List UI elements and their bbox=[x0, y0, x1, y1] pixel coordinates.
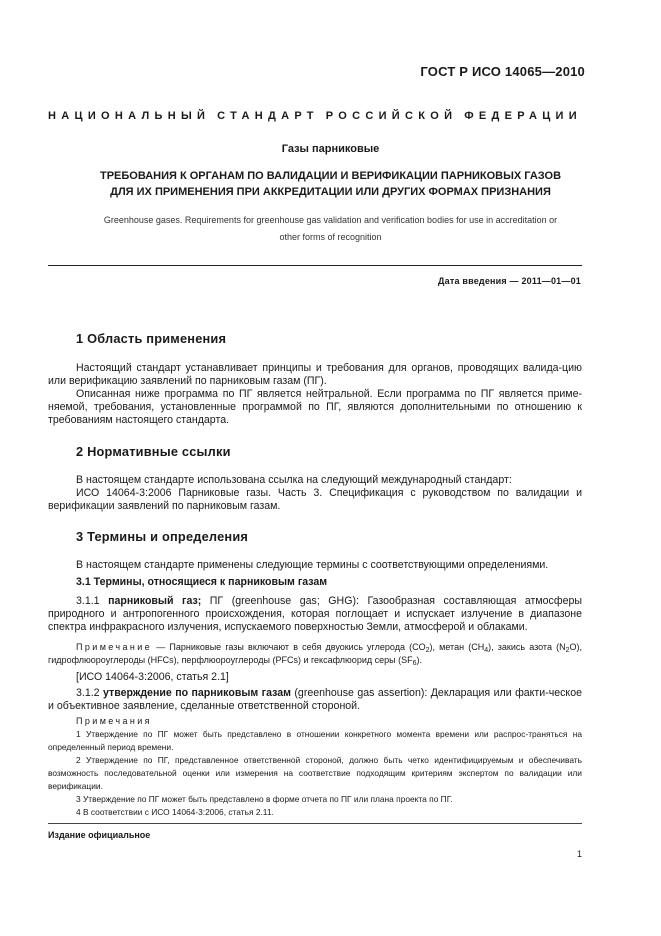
section-3-body bbox=[48, 559, 582, 634]
term-name: парниковый газ; bbox=[108, 595, 202, 607]
section-2-heading-wrap bbox=[76, 444, 231, 459]
note-label: Примечание bbox=[76, 642, 153, 652]
note-text: ), метан (CH bbox=[429, 642, 485, 652]
subsection-heading: 3.1 Термины, относящиеся к парниковым газам bbox=[76, 576, 328, 588]
national-standard-banner bbox=[48, 110, 582, 122]
section-heading: 2 Нормативные ссылки bbox=[76, 444, 231, 459]
title-line: ДЛЯ ИХ ПРИМЕНЕНИЯ ПРИ АККРЕДИТАЦИИ ИЛИ ДРУГИХ ФОРМАХ ПРИЗНАНИЯ bbox=[110, 186, 551, 198]
section-heading: 1 Область применения bbox=[76, 331, 227, 346]
english-title-line: Greenhouse gases. Requirements for greenhouse gas validation and verification bodies for use in accreditation or bbox=[103, 215, 558, 225]
paragraph: Настоящий стандарт устанавливает принципы и требования для органов, проводящих валида-цию или верификацию заявлений по парниковым газам (ПГ). bbox=[48, 362, 582, 387]
section-2-body bbox=[48, 474, 582, 513]
paragraph: В настоящем стандарте использована ссылка на следующий международный стандарт: bbox=[76, 474, 512, 486]
note-item: 4 В соответствии с ИСО 14064-3:2006, статья 2.11. bbox=[76, 807, 274, 817]
document-subject: Газы парниковые bbox=[281, 143, 380, 155]
page-number: 1 bbox=[576, 849, 582, 859]
note-text: O), гидрофлюороуглероды (HFCs), перфлюороуглероды (PFCs) и гексафлюорид серы (SF bbox=[48, 642, 583, 665]
subscript: 2 bbox=[565, 647, 570, 654]
english-title bbox=[48, 212, 613, 246]
note-text: ), закись азота (N bbox=[488, 642, 566, 652]
subscript: 4 bbox=[484, 647, 489, 654]
term-2-notes bbox=[48, 715, 582, 819]
subscript: 2 bbox=[425, 647, 430, 654]
header-divider bbox=[48, 265, 582, 266]
note-item: 1 Утверждение по ПГ может быть представлено в отношении конкретного момента времени или распрос-траняться на определенный период времени. bbox=[48, 729, 582, 752]
term-note bbox=[48, 641, 582, 667]
note-item: 3 Утверждение по ПГ может быть представлено в форме отчета по ПГ или плана проекта по ПГ. bbox=[76, 794, 453, 804]
section-3-heading-wrap bbox=[76, 529, 248, 544]
note-item: 2 Утверждение по ПГ, представленное ответственной стороной, должно быть четко идентифицируемым и обеспечивать возможность последовательной оценки или измерения на соответствие подходящим критериям экспертом по валидации или верификации. bbox=[48, 755, 582, 791]
banner-word: РОССИЙСКОЙ bbox=[325, 110, 458, 122]
banner-word: ФЕДЕРАЦИИ bbox=[464, 110, 582, 122]
introduction-date: Дата введения — 2011—01—01 bbox=[438, 276, 581, 286]
notes-label: Примечания bbox=[76, 716, 152, 726]
reference: [ИСО 14064-3:2006, статья 2.1] bbox=[76, 671, 229, 683]
title-line: ТРЕБОВАНИЯ К ОРГАНАМ ПО ВАЛИДАЦИИ И ВЕРИФИКАЦИИ ПАРНИКОВЫХ ГАЗОВ bbox=[99, 170, 562, 182]
document-title bbox=[48, 168, 613, 200]
edition-label: Издание официальное bbox=[48, 830, 151, 840]
term-definition bbox=[48, 687, 582, 713]
paragraph: ИСО 14064-3:2006 Парниковые газы. Часть 3. Спецификация с руководством по валидации и верификации заявлений по парниковым газам. bbox=[48, 487, 582, 512]
subscript: 6 bbox=[412, 660, 417, 667]
standard-code: ГОСТ Р ИСО 14065—2010 bbox=[420, 64, 585, 79]
term-number: 3.1.2 bbox=[76, 687, 100, 699]
term-definition bbox=[48, 595, 582, 634]
term-text: ПГ (greenhouse gas; GHG): Газообразная составляющая атмосферы природного и антропогенного происхождения, которая поглощает и испускает излучение в диапазоне спектра инфракрасного излучения, испускаемого поверхностью Земли, атмосферой и облаками. bbox=[48, 595, 582, 633]
paragraph: В настоящем стандарте применены следующие термины с соответствующими определениями. bbox=[76, 559, 549, 571]
footer-divider bbox=[48, 823, 582, 824]
english-title-line: other forms of recognition bbox=[279, 232, 382, 242]
term-text: (greenhouse gas assertion): Декларация или факти-ческое и объективное заявление, сделанные ответственной стороной. bbox=[48, 687, 582, 712]
note-text: ). bbox=[416, 655, 422, 665]
section-heading: 3 Термины и определения bbox=[76, 529, 249, 544]
section-1-heading-wrap bbox=[76, 331, 226, 346]
term-2-block bbox=[48, 671, 582, 713]
note-text: — Парниковые газы включают в себя двуокись углерода (CO bbox=[152, 642, 426, 652]
term-number: 3.1.1 bbox=[76, 595, 100, 607]
section-1-body bbox=[48, 362, 582, 427]
banner-word: НАЦИОНАЛЬНЫЙ bbox=[48, 110, 211, 122]
term-name: утверждение по парниковым газам bbox=[103, 687, 291, 699]
banner-word: СТАНДАРТ bbox=[217, 110, 319, 122]
paragraph: Описанная ниже программа по ПГ является нейтральной. Если программа по ПГ является приме-няемой, требования, установленные программой по ПГ, являются дополнительными по отношению к требованиям настоящего стандарта. bbox=[48, 388, 582, 426]
